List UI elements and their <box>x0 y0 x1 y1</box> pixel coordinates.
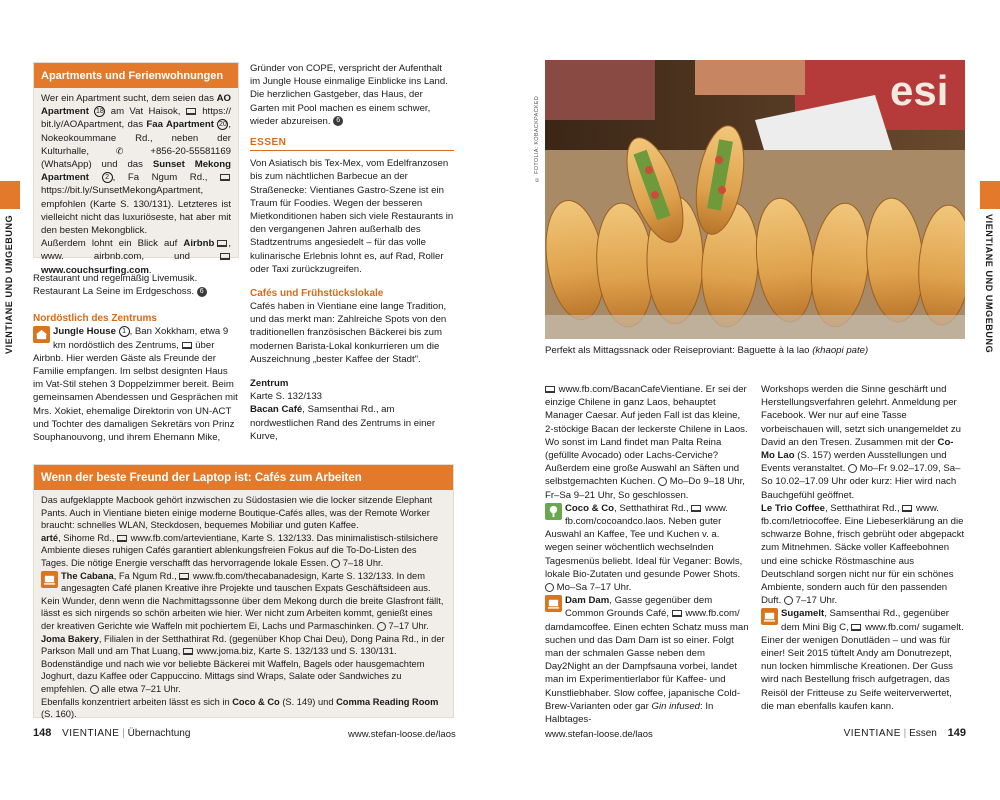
essen-heading: ESSEN <box>250 136 454 151</box>
left-footer-url[interactable]: www.stefan-loose.de/laos <box>348 729 456 740</box>
sugamelt: Sugamelt <box>781 608 825 620</box>
clock-icon <box>658 477 667 486</box>
left-thumb-tab <box>0 181 20 209</box>
web-icon <box>220 174 230 181</box>
comma-ref: Comma Reading Room <box>336 696 439 707</box>
co-mo-lao: Co-Mo Lao <box>761 436 954 462</box>
web-icon <box>691 505 701 512</box>
laptop-cafes-box <box>33 464 454 718</box>
left-page-number: 148 <box>33 727 52 739</box>
clock-icon <box>377 622 386 631</box>
laptop-box-body: Das aufgeklappte Macbook gehört inzwischen zu Südostasien wie die locker sitzende Elephant Pants. Auch in Vientiane bieten einige moderne Boutique-Cafés alles, was der Remote Worker braucht: schnelles WLAN, Steckdosen, bequemes Mobiliar und guten Kaffee. arté, Sihome Rd., www.fb.com/artevientiane, Karte S. 132/133. Das minimalistisch-stilsichere Ambiente dieses ruhigen Cafés garantiert ablenkungsfreien Fokus auf die To-Do-Listen des Tages. Die nötige Energie verschafft das hervorragende lokale Essen. 7–18 Uhr. The Cabana, Fa Ngum Rd., www.fb.com/thecabanadesign, Karte S. 132/133. In dem angesagten Café planen Kreative ihre Projekte und tauschen Expats Geschäftsideen aus. Kein Wunder, denn wenn die Nachmittagssonne über dem Mekong durch die breite Glasfront fällt, lässt es sich nirgends so schön arbeiten wie hier. Wer nicht zum Arbeiten kommt, genießt eines der kreativen Gerichte wie Waffeln mit pochiertem Ei, Lachs und Parmaschinken. 7–17 Uhr. Joma Bakery, Filialen in der Setthathirat Rd. (gegenüber Khop Chai Deu), Dong Paina Rd., in der Parkson Mall und am That Luang, www.joma.biz, Karte S. 132/133 und S. 130/131. Bodenständige und nach wie vor beliebte Bäckerei mit Waffeln, Bagels oder hausgemachtem Joghurt, dazu Kaffee oder Cappuccino. Mittags sind Wraps, Salate oder Sandwiches zu empfehlen. alle etwa 7–21 Uhr. Ebenfalls konzentriert arbeiten lässt es sich in Coco & Co (S. 149) und Comma Reading Room (S. 160). <box>41 495 445 720</box>
photo-credit: © FOTOLIA: KOBACKPACKED <box>534 95 540 182</box>
jungle-house: Jungle House <box>53 326 116 338</box>
clock-icon <box>90 685 99 694</box>
web-icon <box>186 108 196 115</box>
right-footer-url[interactable]: www.stefan-loose.de/laos <box>545 729 653 740</box>
baguette-illustration <box>545 60 965 339</box>
right-thumb-tab <box>980 181 1000 209</box>
column-1: Restaurant und regelmäßig Livemusik. Restaurant La Seine im Erdgeschoss. 6 Nordöstlich des Zentrums Jungle House 1 , Ban Xokkham, etwa 9 km nordöstlich des Zentrums, über Airbnb. Hier werden Gäste als Freunde der Familie empfangen. Im selbst designten Haus im Vat-Stil stehen 3 Doppelzimmer bereit. Beim gemeinsamen Abendessen und Gesprächen mit Mrs. Xokiet, ehemalige Direktorin von UN-ACT und Tochter des damaligen Sekretärs von Prinz Souphanouvong, und ihrem Ehemann Mike, <box>33 273 238 444</box>
dam-dam: Dam Dam <box>565 595 610 607</box>
faa-apartment: Faa Apartment <box>146 119 214 131</box>
section-heading-cafes: Cafés und Frühstückslokale <box>250 288 384 300</box>
web-icon <box>179 573 189 580</box>
laptop-box-title: Wenn der beste Freund der Laptop ist: Cafés zum Arbeiten <box>34 465 453 490</box>
joma-bakery: Joma Bakery <box>41 633 99 644</box>
column-4: Workshops werden die Sinne geschärft und Herstellungsverfahren gelehrt. Anmeldung per Facebook. Wer nur auf eine Tasse vorbeischauen will, setzt sich unangemeldet zu David an den Tresen. Zusammen mit der Co-Mo Lao (S. 157) werden Ausstellungen und Events veranstaltet. Mo–Fr 9.02–17.09, Sa–So 10.02–17.09 Uhr oder kurz: Hier wird nach Bauchgefühl geöffnet. Le Trio Coffee, Setthathirat Rd., www. fb.com/letriocoffee. Eine Liebeserklärung an die schwarze Bohne, frisch gebrüht oder abgepackt zum Mitnehmen. Säcke voller Kaffeebohnen und eine schicke Röstmaschine aus Deutschland sorgen nicht nur für ein schönes Ambiente, sondern auch für den passenden Duft. 7–17 Uhr. Sugamelt, Samsenthai Rd., gegenüber dem Mini Big C, www.fb.com/ sugamelt. Einer der wenigen Donutläden – und was für einer! Seit 2015 tüftelt Andy am Donutrezept, nun locken himmlische Kreationen. Der Guss wird nach Bestellung frisch aufgetragen, das Reisöl der Fritteuse zu Seife weiterverwertet, die man ebenfalls kaufen kann. <box>761 384 965 712</box>
accommodation-icon <box>33 326 50 343</box>
apartments-box-body: Wer ein Apartment sucht, dem seien das AO Apartment 18 am Vat Haisok, https:// bit.ly/AOApartment, das Faa Apartment 20 , Nokeokoummane Rd., neben der Kulturhalle, ✆ +856-20-55581169 (WhatsApp) und das Sunset Mekong Apartment 2 , Fa Ngum Rd., https://bit.ly/SunsetMekongApartment, empfohlen (Karte S. 130/131). Letzteres ist vielleicht nicht das luxuriöseste, hat aber mit den besten Mekongblick. Außerdem lohnt ein Blick auf Airbnb , www. airbnb.com, und www.couchsurfing.com. <box>41 93 232 276</box>
clock-icon <box>545 583 554 592</box>
bacan-cafe: Bacan Café <box>250 404 303 416</box>
le-trio-coffee: Le Trio Coffee <box>761 502 825 514</box>
web-icon <box>220 253 230 260</box>
zentrum-heading: Zentrum <box>250 378 289 390</box>
photo-caption: Perfekt als Mittagssnack oder Reiseproviant: Baguette à la lao (khaopi pate) <box>545 345 869 356</box>
clock-icon <box>331 559 340 568</box>
airbnb-link[interactable]: Airbnb <box>183 238 215 250</box>
section-heading-northeast: Nordöstlich des Zentrums <box>33 313 157 325</box>
couchsurfing-link[interactable]: www.couchsurfing.com <box>41 264 149 276</box>
column-2: Gründer von COPE, verspricht der Aufenthalt im Jungle House einmalige Einblicke ins Land. Die herzlichen Gastgeber, das Haus, der Garten mit Pool machen es einem schwer, wieder abzureisen. 6 ESSEN Von Asiatisch bis Tex-Mex, vom Edelfranzosen bis zum nächtlichen Barbecue an der Straßenecke: Vientianes Gastro-Szene ist ein Traum für Foodies. Wegen der besseren Mietkonditionen haben sich viele Restaurants in den vergangenen Jahren außerhalb des Stadtzentrums angesiedelt – für das volle kulinarische Erlebnis lohnt es, auf Rad, Roller oder Taxi zurückzugreifen. Cafés und Frühstückslokale Cafés haben in Vientiane eine lange Tradition, und das merkt man: Zahlreiche Spots von den traditionellen französischen Bäckerei bis zum modernen Barista-Lokal konkurrieren um die Auszeichnung „bester Kaffee der Stadt". Zentrum Karte S. 132/133 Bacan Café, Samsenthai Rd., am nordwestlichen Rand des Zentrums in einer Kurve, <box>250 63 454 442</box>
column-3: www.fb.com/BacanCafeVientiane. Er sei der einzige Chilene in ganz Laos, behauptet Manager Caesar. Auf jeden Fall ist das kleine, 2-stöckige Bacan der leckerste Chilene in Laos. Wo sonst im Land findet man Palta Reina (gefüllte Avocado) oder Lachs-Cerviche? Außerdem eine große Auswahl an Säften und selbstgemachten Kuchen. Mo–Do 9–18 Uhr, Fr–Sa 9–21 Uhr, So geschlossen. Coco & Co, Setthathirat Rd., www. fb.com/cocoandco.laos. Neben guter Auswahl an Kaffee, Tee und Kuchen v. a. wegen seiner wöchentlich wechselnden Tagesmenüs beliebt. Ideal für Veganer: Bowls, lokale Bio-Zutaten und gesunde Power Shots. Mo–Sa 7–17 Uhr. Dam Dam, Gasse gegenüber dem Common Grounds Café, www.fb.com/ damdamcoffee. Einen echten Schatz muss man suchen und das Dam Dam ist so einer. Folgt man der schmalen Gasse neben dem Day2Night an der Dampfsauna vorbei, landet man im Experimentierlabor für Kaffee- und Kunstliebhaber. Slow coffee, japanische Cold-Brew-Varianten oder gar Gin infused: In Halbtages- <box>545 384 749 726</box>
right-footer: VIENTIANE | Essen 149 <box>843 727 966 739</box>
apartments-box <box>33 62 239 276</box>
apartments-box-title: Apartments und Ferienwohnungen <box>34 63 238 88</box>
baguette-photo <box>545 60 965 339</box>
clock-icon <box>848 464 857 473</box>
left-footer: 148 VIENTIANE | Übernachtung <box>33 727 191 739</box>
right-page-number: 149 <box>947 727 966 739</box>
ao-apartment: AO Apartment <box>41 93 231 118</box>
laptop-cafe-icon <box>761 608 778 625</box>
clock-icon <box>784 596 793 605</box>
web-icon <box>545 386 555 393</box>
web-icon <box>851 624 861 631</box>
web-icon <box>217 240 227 247</box>
laptop-cafe-icon <box>41 571 58 588</box>
web-icon <box>902 505 912 512</box>
right-running-head: VIENTIANE UND UMGEBUNG <box>984 214 994 354</box>
coco-and-co: Coco & Co <box>565 502 615 514</box>
arte-cafe: arté <box>41 532 59 543</box>
sign-text: esi <box>890 67 949 114</box>
web-icon <box>183 648 193 655</box>
web-icon <box>117 535 127 542</box>
sunset-mekong-apartment: Sunset Mekong Apartment <box>41 159 231 184</box>
web-icon <box>672 610 682 617</box>
laptop-cafe-icon <box>545 595 562 612</box>
web-icon <box>182 342 192 349</box>
left-running-head: VIENTIANE UND UMGEBUNG <box>4 214 14 354</box>
the-cabana: The Cabana <box>61 570 114 581</box>
coco-ref: Coco & Co <box>232 696 280 707</box>
vegan-tree-icon <box>545 503 562 520</box>
phone-icon: ✆ <box>115 145 124 156</box>
